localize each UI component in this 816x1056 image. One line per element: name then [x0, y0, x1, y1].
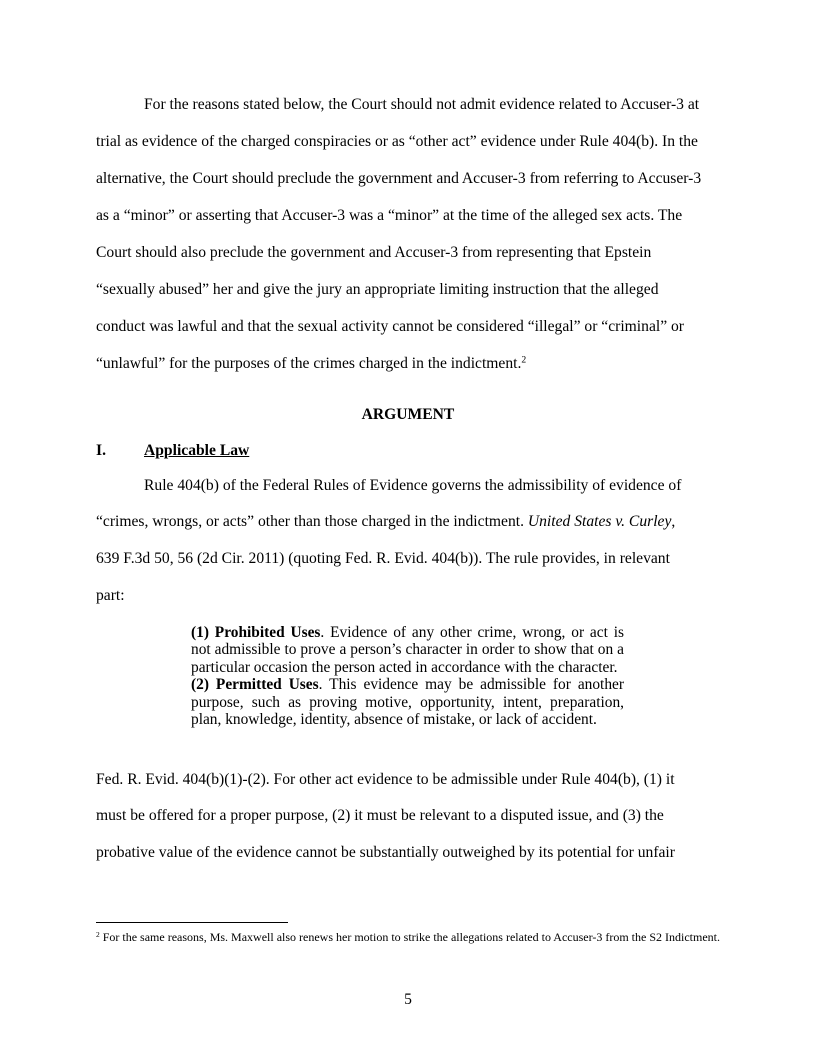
block-quote — [191, 624, 624, 728]
paragraph-line: as a “minor” or asserting that Accuser-3 was a “minor” at the time of the alleged sex acts. The — [96, 207, 683, 224]
paragraph-line: For the reasons stated below, the Court should not admit evidence related to Accuser-3 at — [144, 96, 700, 113]
paragraph-line — [96, 513, 720, 531]
paragraph-line: Court should also preclude the government and Accuser-3 from representing that Epstein — [96, 244, 652, 261]
paragraph-line: Rule 404(b) of the Federal Rules of Evidence governs the admissibility of evidence of — [144, 477, 682, 494]
paragraph-line: trial as evidence of the charged conspiracies or as “other act” evidence under Rule 404(b). In the — [96, 133, 698, 150]
paragraph-line: 639 F.3d 50, 56 (2d Cir. 2011) (quoting Fed. R. Evid. 404(b)). The rule provides, in relevant — [96, 550, 670, 567]
footnote-number: 2 — [96, 929, 100, 939]
quote-item-label: (2) Permitted Uses — [191, 676, 319, 694]
paragraph-line: probative value of the evidence cannot be substantially outweighed by its potential for unfair — [96, 844, 675, 861]
quote-item — [191, 676, 624, 728]
footnote-text: For the same reasons, Ms. Maxwell also renews her motion to strike the allegations related to Accuser-3 from the S2 Indictment. — [99, 930, 720, 944]
paragraph-line-text: , — [671, 513, 676, 530]
section-title: Applicable Law — [144, 442, 250, 459]
footnote-divider — [96, 922, 288, 923]
paragraph-line-text: “crimes, wrongs, or acts” other than those charged in the indictment. — [96, 513, 528, 530]
paragraph-line: conduct was lawful and that the sexual activity cannot be considered “illegal” or “criminal” or — [96, 318, 685, 335]
quote-item-label: (1) Prohibited Uses — [191, 624, 321, 641]
argument-heading: ARGUMENT — [361, 406, 455, 423]
paragraph-line: alternative, the Court should preclude the government and Accuser-3 from referring to Accuser-3 — [96, 170, 702, 187]
footnote — [96, 930, 720, 945]
paragraph-line: Fed. R. Evid. 404(b)(1)-(2). For other act evidence to be admissible under Rule 404(b), (1) it — [96, 771, 675, 788]
footnote-reference[interactable]: 2 — [521, 354, 527, 366]
quote-item — [191, 624, 624, 676]
quote-item-text: . This evidence may be admissible for another purpose, such as proving motive, opportunity, intent, preparation, plan, knowledge, identity, absence of mistake, or lack of accident. — [191, 676, 624, 729]
paragraph-line-text: “unlawful” for the purposes of the crimes charged in the indictment. — [96, 355, 522, 372]
case-citation: United States v. Curley — [527, 513, 672, 530]
paragraph-line: must be offered for a proper purpose, (2) it must be relevant to a disputed issue, and (3) the — [96, 807, 664, 824]
quote-item-text: . Evidence of any other crime, wrong, or act is not admissible to prove a person’s character in order to show that on a particular occasion the person acted in accordance with the character. — [191, 624, 624, 676]
section-number: I. — [96, 442, 106, 459]
page-number: 5 — [404, 991, 412, 1008]
paragraph-line — [96, 355, 720, 373]
paragraph-line: part: — [96, 587, 125, 604]
paragraph-line: “sexually abused” her and give the jury an appropriate limiting instruction that the alleged — [96, 281, 659, 298]
